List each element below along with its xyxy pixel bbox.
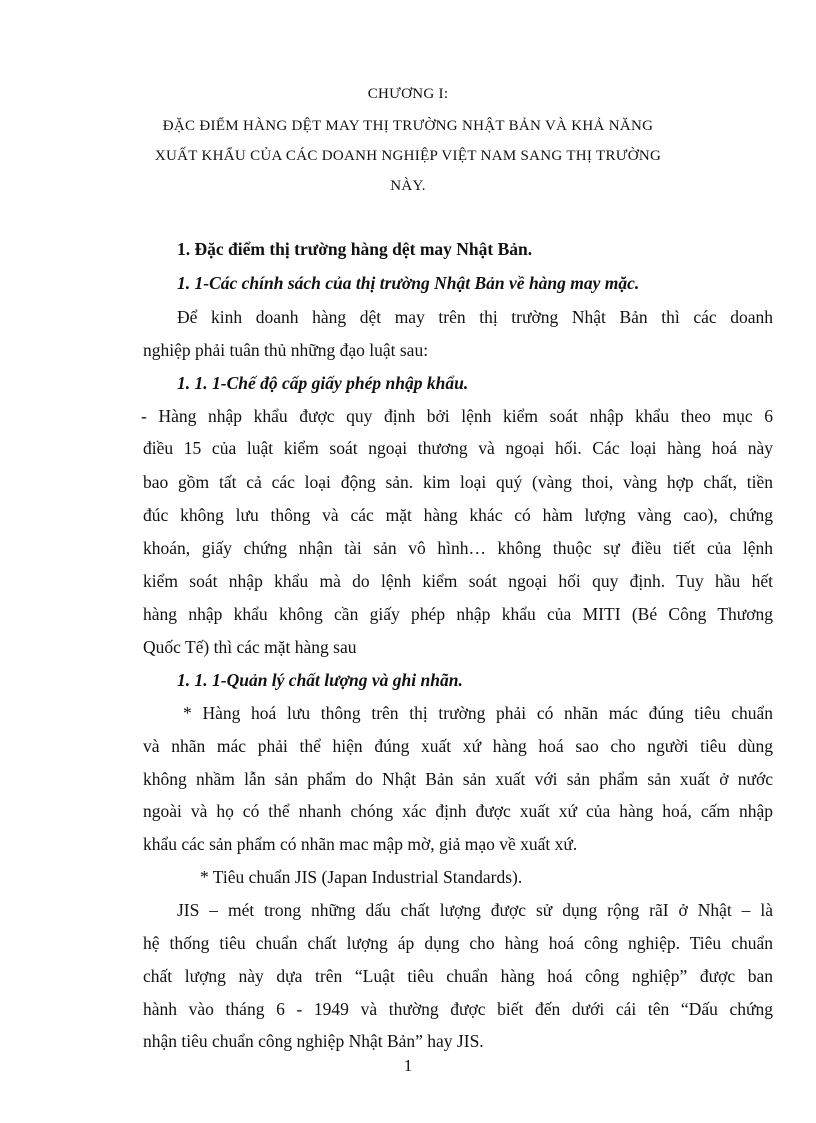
paragraph-line: điều 15 của luật kiểm soát ngoại thương và ngoại hối. Các loại hàng hoá này	[143, 438, 773, 458]
paragraph-line: * Hàng hoá lưu thông trên thị trường phải có nhãn mác đúng tiêu chuẩn	[183, 703, 773, 723]
paragraph-line: JIS – mét trong những dấu chất lượng được sử dụng rộng rãI ở Nhật – là	[177, 900, 773, 920]
paragraph-line: ngoài và họ có thể nhanh chóng xác định được xuất xứ của hàng hoá, cấm nhập	[143, 801, 773, 821]
paragraph-line: kiểm soát nhập khẩu mà do lệnh kiểm soát ngoại hối quy định. Tuy hầu hết	[143, 571, 773, 591]
paragraph-line: * Tiêu chuẩn JIS (Japan Industrial Standards).	[200, 867, 523, 887]
subsubsection-heading: 1. 1. 1-Chế độ cấp giấy phép nhập khẩu.	[177, 373, 469, 393]
subsection-heading: 1. 1-Các chính sách của thị trường Nhật Bản về hàng may mặc.	[177, 273, 640, 293]
paragraph-line: đúc không lưu thông và các mặt hàng khác có hàm lượng vàng cao), chứng	[143, 505, 773, 525]
paragraph-line: khẩu các sản phẩm có nhãn mac mập mờ, giả mạo về xuất xứ.	[143, 834, 578, 854]
chapter-title: CHƯƠNG I:	[367, 86, 449, 102]
paragraph-line: Quốc Tế) thì các mặt hàng sau	[143, 637, 357, 657]
paragraph-line: - Hàng nhập khẩu được quy định bởi lệnh kiểm soát nhập khẩu theo mục 6	[141, 406, 773, 426]
paragraph-line: bao gồm tất cả các loại động sản. kim loại quý (vàng thoi, vàng hợp chất, tiền	[143, 472, 773, 492]
page-number: 1	[403, 1056, 413, 1075]
paragraph-line: nhận tiêu chuẩn công nghiệp Nhật Bản” hay JIS.	[143, 1031, 484, 1051]
chapter-subtitle-line: ĐẶC ĐIỂM HÀNG DỆT MAY THỊ TRƯỜNG NHẬT BẢN VÀ KHẢ NĂNG	[162, 118, 654, 134]
section-heading: 1. Đặc điểm thị trường hàng dệt may Nhật Bản.	[177, 239, 533, 259]
subsubsection-heading: 1. 1. 1-Quản lý chất lượng và ghi nhãn.	[177, 670, 463, 690]
paragraph-line: chất lượng này dựa trên “Luật tiêu chuẩn hàng hoá công nghiệp” được ban	[143, 966, 773, 986]
paragraph-line: nghiệp phải tuân thủ những đạo luật sau:	[143, 340, 429, 360]
paragraph-line: Để kinh doanh hàng dệt may trên thị trường Nhật Bản thì các doanh	[177, 307, 773, 327]
chapter-subtitle-line: NÀY.	[390, 178, 426, 194]
paragraph-line: và nhãn mác phải thể hiện đúng xuất xứ hàng hoá sao cho người tiêu dùng	[143, 736, 773, 756]
paragraph-line: không nhầm lẫn sản phẩm do Nhật Bản sản xuất với sản phẩm sản xuất ở nước	[143, 769, 773, 789]
chapter-subtitle-line: XUẤT KHẨU CỦA CÁC DOANH NGHIỆP VIỆT NAM SANG THỊ TRƯỜNG	[154, 148, 662, 164]
paragraph-line: hành vào tháng 6 - 1949 và thường được biết đến dưới cái tên “Dấu chứng	[143, 999, 773, 1019]
paragraph-line: hệ thống tiêu chuẩn chất lượng áp dụng cho hàng hoá công nghiệp. Tiêu chuẩn	[143, 933, 773, 953]
paragraph-line: hàng nhập khẩu không cần giấy phép nhập khẩu của MITI (Bé Công Thương	[143, 604, 773, 624]
paragraph-line: khoán, giấy chứng nhận tài sản vô hình… không thuộc sự điều tiết của lệnh	[143, 538, 773, 558]
